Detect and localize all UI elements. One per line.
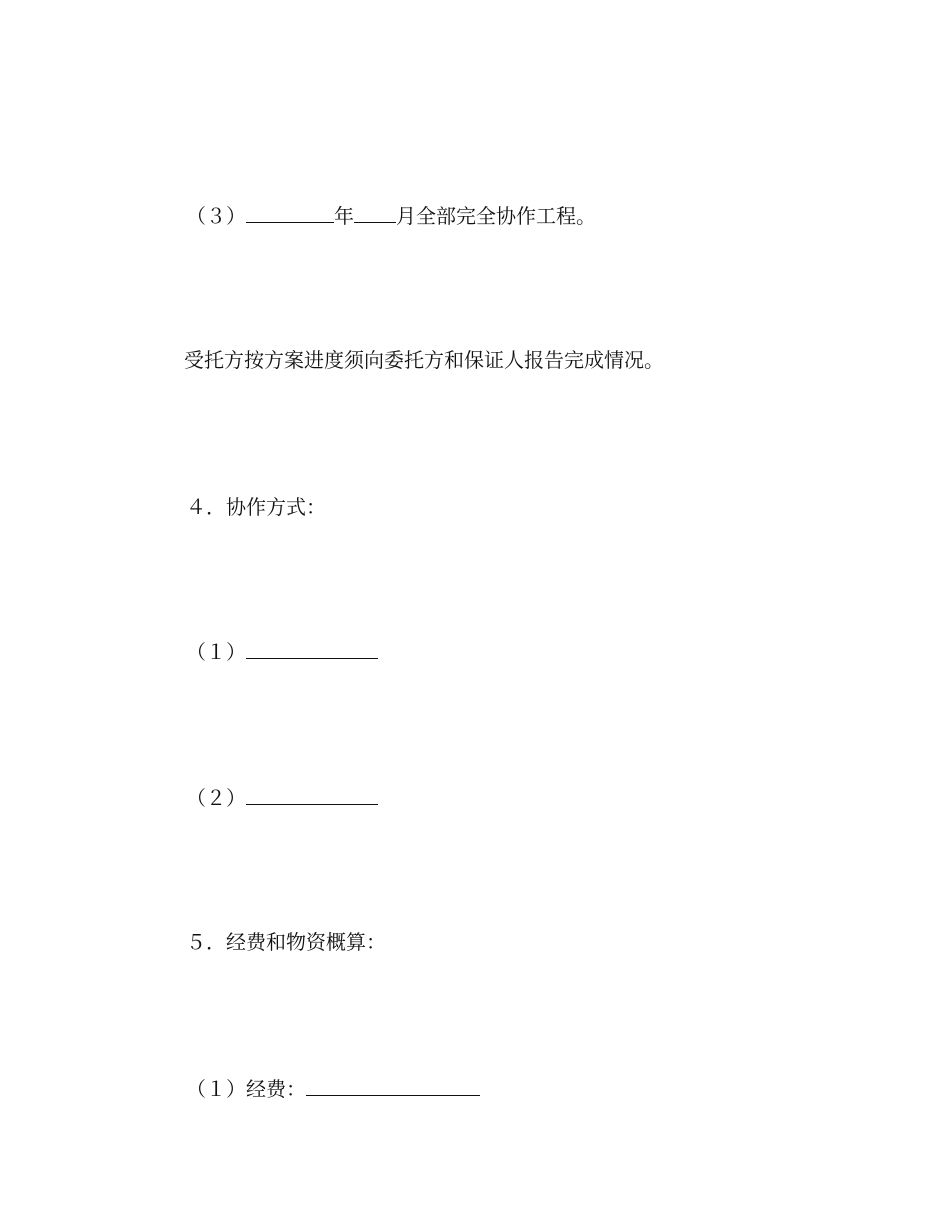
mode-item-2-blank [246,784,378,805]
month-blank [354,202,396,223]
budget-item-1-blank [306,1075,480,1096]
budget-item-1 [186,1075,480,1102]
schedule-line-3-text: 月全部完全协作工程。 [396,204,596,228]
budget-item-1-label: （１）经费： [186,1077,306,1101]
year-blank [246,202,334,223]
progress-report-paragraph: 受托方按方案进度须向委托方和保证人报告完成情况。 [184,348,664,372]
mode-item-1-prefix: （１） [186,640,246,664]
mode-item-2-prefix: （２） [186,786,246,810]
section-heading-5: ５．经费和物资概算： [186,930,386,954]
mode-item-1-blank [246,638,378,659]
schedule-line-3 [186,202,596,229]
mode-item-1 [186,638,378,665]
schedule-line-3-prefix: （３） [186,204,246,228]
section-heading-4: ４．协作方式： [186,495,326,519]
mode-item-2 [186,784,378,811]
year-label: 年 [334,204,354,228]
